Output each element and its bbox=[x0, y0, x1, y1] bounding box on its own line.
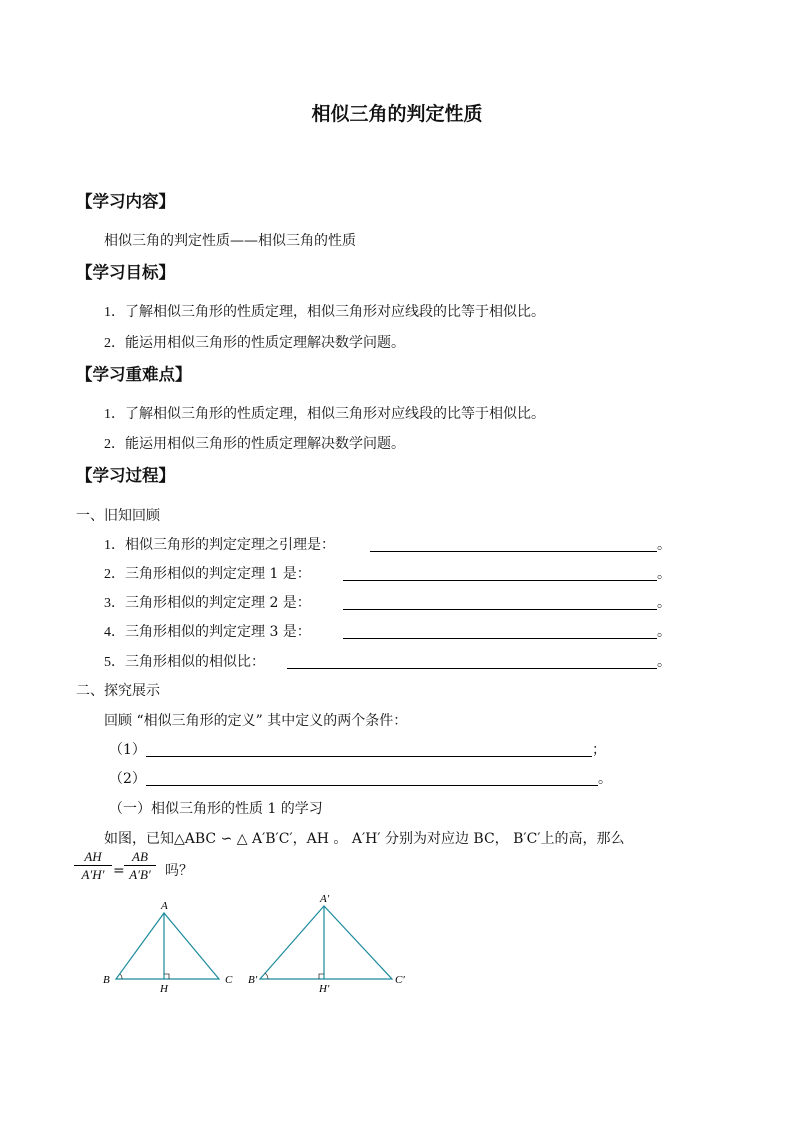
key-point-item bbox=[104, 437, 405, 452]
section-heading-content: 【学习内容】 bbox=[76, 192, 175, 211]
fill-in-blank[interactable] bbox=[343, 638, 657, 639]
vertex-label-b-prime: B′ bbox=[248, 974, 258, 986]
goal-item bbox=[104, 336, 405, 351]
fraction-right bbox=[124, 849, 156, 882]
vertex-label-c-prime: C′ bbox=[395, 974, 405, 986]
review-item-text: 三角形相似的判定定理 1 是： bbox=[125, 566, 311, 582]
goal-item-text: 了解相似三角形的性质定理，相似三角形对应线段的比等于相似比。 bbox=[125, 304, 545, 320]
fraction-denominator: A′B′ bbox=[129, 867, 151, 882]
triangle-figure bbox=[95, 888, 425, 1000]
section-heading-goals: 【学习目标】 bbox=[76, 263, 175, 282]
fill-in-blank[interactable] bbox=[146, 785, 598, 786]
fraction-bar bbox=[74, 865, 112, 866]
fraction-numerator: AB bbox=[132, 849, 148, 864]
condition-end: 。 bbox=[598, 771, 612, 787]
review-item-end: 。 bbox=[657, 624, 671, 640]
section-heading-process: 【学习过程】 bbox=[76, 466, 175, 485]
fill-in-blank[interactable] bbox=[146, 756, 592, 757]
fill-in-blank[interactable] bbox=[370, 551, 657, 552]
goal-item-text: 能运用相似三角形的性质定理解决数学问题。 bbox=[125, 335, 405, 351]
key-point-number: 2． bbox=[104, 437, 125, 452]
fraction-bar bbox=[124, 865, 156, 866]
foot-label-h-prime: H′ bbox=[319, 983, 330, 995]
angle-mark bbox=[265, 973, 268, 979]
review-item-number: 1． bbox=[104, 538, 125, 553]
part2-intro: 回顾 “相似三角形的定义” 其中定义的两个条件： bbox=[104, 713, 408, 729]
vertex-label-a: A bbox=[161, 900, 168, 912]
review-item bbox=[104, 596, 311, 611]
goal-item-number: 1． bbox=[104, 305, 125, 320]
review-item-text: 三角形相似的相似比： bbox=[125, 654, 265, 670]
part2-heading: 二、探究展示 bbox=[76, 683, 160, 699]
sub-section-heading: （一）相似三角形的性质 1 的学习 bbox=[109, 801, 323, 817]
review-item-number: 3． bbox=[104, 596, 125, 611]
fill-in-blank[interactable] bbox=[343, 609, 657, 610]
triangle-abc bbox=[103, 900, 233, 995]
section-heading-key-points: 【学习重难点】 bbox=[76, 365, 192, 384]
review-item-text: 相似三角形的判定定理之引理是： bbox=[125, 537, 335, 553]
right-angle-mark bbox=[164, 974, 169, 979]
triangle-a-prime-outline bbox=[260, 906, 392, 979]
foot-label-h: H bbox=[160, 983, 168, 995]
question-end: 吗？ bbox=[165, 863, 193, 879]
page-title: 相似三角的判定性质 bbox=[311, 103, 483, 125]
content-text: 相似三角的判定性质——相似三角的性质 bbox=[104, 233, 356, 249]
fraction-left bbox=[74, 849, 112, 882]
review-item bbox=[104, 538, 335, 553]
triangle-a-prime bbox=[248, 893, 405, 995]
key-point-text: 能运用相似三角形的性质定理解决数学问题。 bbox=[125, 436, 405, 452]
condition-end: ； bbox=[592, 742, 606, 758]
condition-label: （1） bbox=[109, 742, 146, 758]
review-item bbox=[104, 655, 265, 670]
vertex-label-a-prime: A′ bbox=[320, 893, 330, 905]
goal-item-number: 2． bbox=[104, 336, 125, 351]
review-item-end: 。 bbox=[657, 537, 671, 553]
vertex-label-c: C bbox=[225, 974, 233, 986]
review-item-number: 5． bbox=[104, 655, 125, 670]
review-item-end: 。 bbox=[657, 595, 671, 611]
review-item-text: 三角形相似的判定定理 3 是： bbox=[125, 624, 311, 640]
vertex-label-b: B bbox=[103, 974, 110, 986]
right-angle-mark bbox=[319, 974, 324, 979]
goal-item bbox=[104, 305, 545, 320]
fraction-numerator: AH bbox=[84, 849, 102, 864]
fill-in-blank[interactable] bbox=[343, 580, 657, 581]
question-text: 如图，已知△ABC ∽ △ A′B′C′，AH 。 A′H′ 分别为对应边 BC， B′C′上的高，那么 bbox=[104, 831, 625, 847]
review-item-number: 4． bbox=[104, 625, 125, 640]
key-point-item bbox=[104, 407, 545, 422]
part1-heading: 一、旧知回顾 bbox=[76, 508, 160, 524]
key-point-text: 了解相似三角形的性质定理，相似三角形对应线段的比等于相似比。 bbox=[125, 406, 545, 422]
review-item-text: 三角形相似的判定定理 2 是： bbox=[125, 595, 311, 611]
angle-mark bbox=[120, 974, 122, 979]
equals-sign: = bbox=[113, 863, 125, 879]
fraction-denominator: A′H′ bbox=[81, 867, 105, 882]
key-point-number: 1． bbox=[104, 407, 125, 422]
review-item bbox=[104, 625, 311, 640]
condition-label: （2） bbox=[109, 771, 146, 787]
review-item-number: 2． bbox=[104, 567, 125, 582]
fill-in-blank[interactable] bbox=[287, 668, 657, 669]
review-item-end: 。 bbox=[657, 566, 671, 582]
triangle-abc-outline bbox=[116, 913, 219, 979]
review-item-end: 。 bbox=[657, 654, 671, 670]
review-item bbox=[104, 567, 311, 582]
